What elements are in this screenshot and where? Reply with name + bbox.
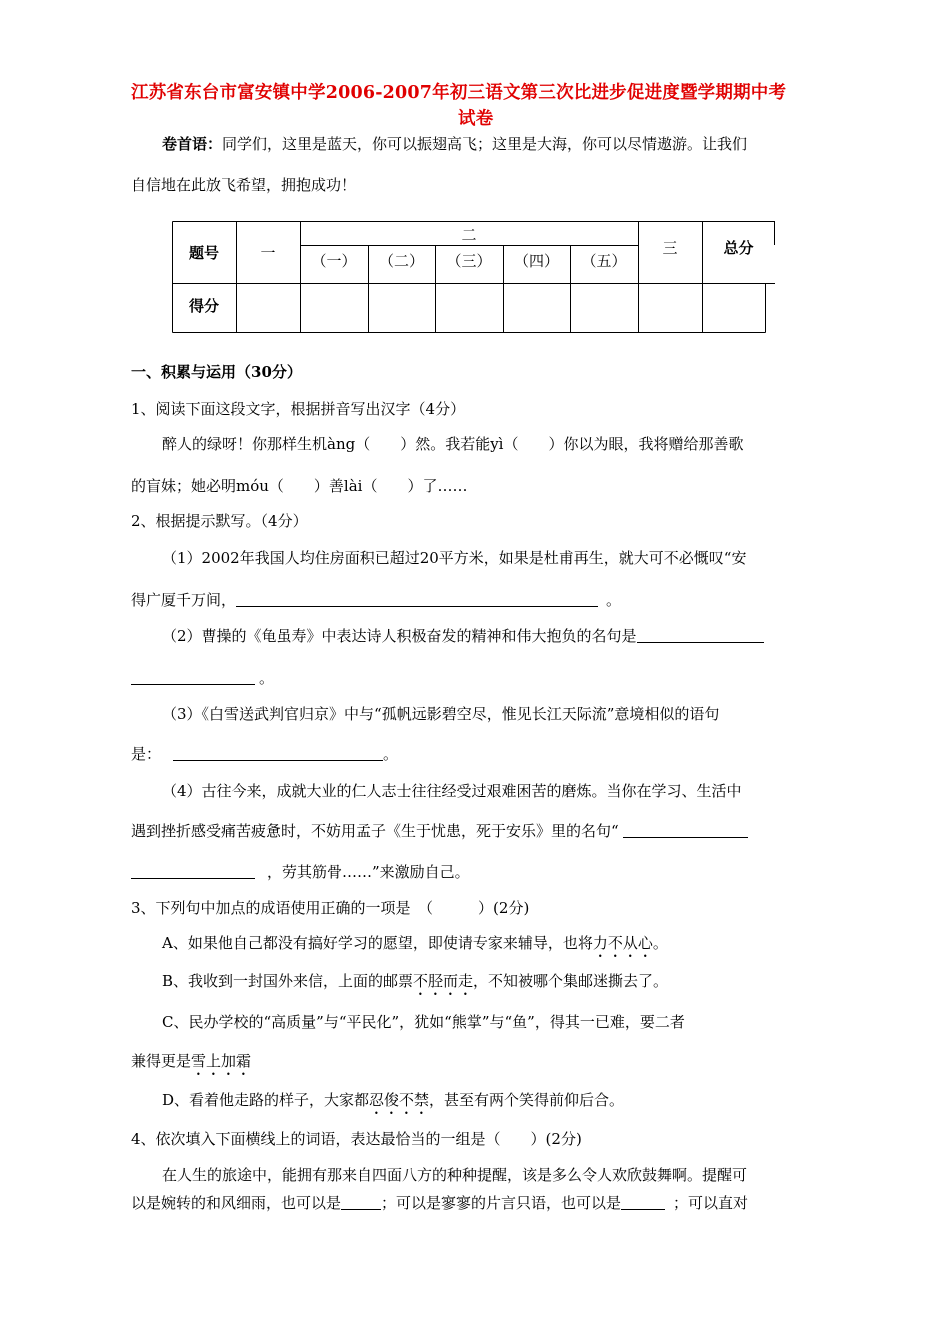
header-sub-5: （五） — [581, 252, 627, 270]
q2-s2-line2 — [131, 667, 274, 688]
q3-a-text: A、如果他自己都没有搞好学习的愿望，即使请专家来辅导，也将 — [162, 934, 593, 952]
preface-text1: 同学们，这里是蓝天，你可以振翅高飞；这里是大海，你可以尽情遨游。让我们 — [222, 135, 748, 153]
q3-b-end: ，不知被哪个集邮迷撕去了。 — [473, 972, 669, 990]
q4-line2 — [131, 1192, 748, 1213]
q2-s3-suffix: 。 — [383, 745, 399, 763]
q3-stem: 3、下列句中加点的成语使用正确的一项是 （ ）(2分) — [131, 899, 530, 917]
header-sub-2: （二） — [378, 252, 424, 270]
q2-s4-suffix: ，劳其筋骨……”来激励自己。 — [267, 863, 470, 881]
q4-text-c: ；可以直对 — [673, 1194, 749, 1212]
q3-d-end: ，甚至有两个笑得前仰后合。 — [429, 1091, 625, 1109]
q2-s1-blank[interactable] — [236, 592, 598, 607]
q2-stem: 2、根据提示默写。（4分） — [131, 512, 308, 530]
header-section-three: 三 — [662, 239, 678, 257]
q3-a-end: 。 — [652, 934, 668, 952]
header-section-two: 二 — [461, 226, 477, 244]
q2-s4-text: 遇到挫折感受痛苦疲惫时，不妨用孟子《生于忧患，死于安乐》里的名句“ — [131, 822, 619, 840]
q2-s4-blank1[interactable] — [623, 823, 748, 838]
q3-a-idiom: 力不从心 — [592, 934, 653, 952]
q2-s4-line1: （4）古往今来，成就大业的仁人志士往往经受过艰难困苦的磨炼。当你在学习、生活中 — [162, 782, 742, 800]
q3-b-idiom: 不胫而走 — [413, 972, 474, 990]
q3-c-idiom: 雪上加霜 — [191, 1052, 252, 1070]
q4-line1: 在人生的旅途中，能拥有那来自四面八方的种种提醒，该是多么令人欢欣鼓舞啊。提醒可 — [162, 1166, 748, 1184]
document-title-line2: 试卷 — [458, 109, 494, 129]
q2-s2-blank2[interactable] — [131, 670, 255, 685]
q4-blank1[interactable] — [341, 1195, 381, 1210]
q3-option-c-line2 — [131, 1050, 251, 1079]
q2-s1-line2 — [131, 589, 621, 610]
document-title-line1: 江苏省东台市富安镇中学2006-2007年初三语文第三次比进步促进度暨学期期中考 — [131, 83, 787, 103]
header-sub-4: （四） — [513, 252, 559, 270]
header-total: 总分 — [723, 239, 754, 257]
q3-option-d — [162, 1089, 624, 1118]
q2-s4-line3 — [131, 861, 470, 882]
q3-b-text: B、我收到一封国外来信，上面的邮票 — [162, 972, 414, 990]
q1-line1: 醉人的绿呀！你那样生机àng（ ）然。我若能yì（ ）你以为眼，我将赠给那善歌 — [162, 435, 744, 453]
preface-label: 卷首语： — [162, 135, 223, 153]
q2-s3-prefix: 是： — [131, 745, 162, 763]
q3-option-a — [162, 932, 668, 961]
header-sub-1: （一） — [311, 252, 357, 270]
q2-s2-line1 — [162, 625, 764, 646]
preface-line1 — [162, 133, 747, 154]
q2-s3-line2 — [131, 743, 398, 764]
q4-stem: 4、依次填入下面横线上的词语，表达最恰当的一组是（ ）(2分) — [131, 1130, 582, 1148]
q2-s4-line2 — [131, 820, 748, 841]
q1-stem: 1、阅读下面这段文字，根据拼音写出汉字（4分） — [131, 400, 466, 418]
q1-line2: 的盲妹；她必明móu（ ）善lài（ ）了…… — [131, 477, 468, 495]
header-section-one: 一 — [260, 244, 276, 262]
q3-option-c-line1: C、民办学校的“高质量”与“平民化”，犹如“熊掌”与“鱼”，得其一已难，要二者 — [162, 1013, 685, 1031]
q2-s1-prefix: 得广厦千万间， — [131, 591, 237, 609]
preface-line2: 自信地在此放飞希望，拥抱成功！ — [131, 176, 357, 194]
q4-text-b: ；可以是寥寥的片言只语，也可以是 — [381, 1194, 622, 1212]
q2-s2-text: （2）曹操的《龟虽寿》中表达诗人积极奋发的精神和伟大抱负的名句是 — [162, 627, 637, 645]
q3-d-idiom: 忍俊不禁 — [369, 1091, 430, 1109]
q2-s4-blank2[interactable] — [131, 864, 255, 879]
q4-blank2[interactable] — [621, 1195, 665, 1210]
q2-s2-suffix: 。 — [259, 669, 275, 687]
q3-option-b — [162, 970, 668, 999]
q4-text-a: 以是婉转的和风细雨，也可以是 — [131, 1194, 342, 1212]
q2-s3-line1: （3）《白雪送武判官归京》中与“孤帆远影碧空尽，惟见长江天际流”意境相似的语句 — [162, 705, 720, 723]
q3-c-text: 兼得更是 — [131, 1052, 192, 1070]
q2-s3-blank[interactable] — [173, 746, 383, 761]
row-score-label: 得分 — [188, 297, 219, 315]
header-tihao: 题号 — [188, 244, 219, 262]
q3-d-text: D、看着他走路的样子，大家都 — [162, 1091, 370, 1109]
header-sub-3: （三） — [446, 252, 492, 270]
score-table — [172, 221, 775, 333]
q2-s2-blank1[interactable] — [637, 628, 764, 643]
section1-heading: 一、积累与运用（30分） — [131, 363, 302, 381]
q2-s1-line1: （1）2002年我国人均住房面积已超过20平方米，如果是杜甫再生，就大可不必慨叹“安 — [162, 549, 747, 567]
q2-s1-suffix: 。 — [606, 591, 622, 609]
